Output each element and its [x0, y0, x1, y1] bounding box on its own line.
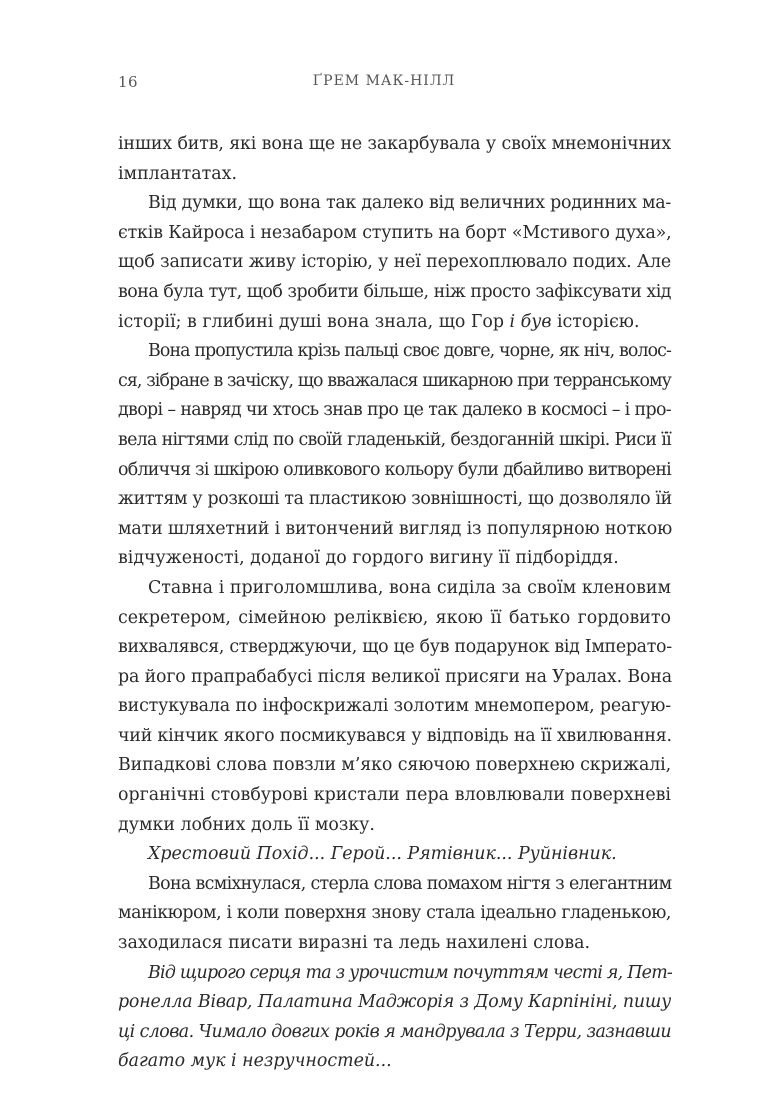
text-line: Вона всміхнулася, стерла слова помахом нігтя з елегантним — [148, 873, 672, 894]
text-line: Хрестовий Похід... Герой... Рятівник... Руйнівник. — [148, 844, 617, 865]
text-line: ра його прапрабабусі після великої присяги на Уралах. Вона — [118, 666, 672, 687]
text-line: дворі – навряд чи хтось знав про це так далеко в космосі – і про- — [118, 400, 671, 421]
text-line: обличчя зі шкірою оливкового кольору були дбайливо витворені — [118, 459, 671, 480]
text-segment: історією. — [551, 311, 640, 332]
text-line: мати шляхетний і витончений вигляд із популярною ноткою — [118, 518, 673, 539]
text-line: секретером, сімейною реліквією, якою її батько гордовито — [118, 607, 671, 628]
text-line — [118, 308, 671, 338]
text-line: заходилася писати виразні та ледь нахилені слова. — [118, 933, 591, 954]
text-line: думки лобних доль її мозку. — [118, 814, 375, 835]
page-number: 16 — [118, 73, 139, 91]
text-line: вистукувала по інфоскрижалі золотим мнемопером, реагую- — [118, 696, 671, 717]
text-segment: історії; в глибині душі вона знала, що Гор — [118, 311, 510, 332]
body-text — [118, 130, 671, 1077]
text-line: вела нігтями слід по своїй гладенькій, бездоганній шкірі. Риси її — [118, 429, 671, 450]
text-line: щоб записати живу історію, у неї перехоплювало подих. Але — [118, 252, 671, 273]
text-line: ронелла Вівар, Палатина Маджорія з Дому Карпініні, пишу — [118, 992, 671, 1013]
text-line: інших битв, які вона ще не закарбувала у своїх мнемонічних — [118, 134, 671, 154]
text-line: чий кінчик якого посмикувався у відповідь на її хвилювання. — [118, 725, 672, 746]
text-line: єтків Кайроса і незабаром ступить на борт «Мстивого духа», — [118, 222, 672, 243]
text-line: Від щирого серця та з урочистим почуттям честі я, Пет- — [148, 962, 673, 983]
text-line: Ставна і приголомшлива, вона сиділа за своїм кленовим — [148, 577, 671, 598]
text-line: багато мук і незручностей... — [118, 1051, 392, 1072]
text-line: Випадкові слова повзли м’яко сяючою поверхнею скрижалі, — [118, 755, 672, 776]
text-line: вона була тут, щоб зробити більше, ніж просто зафіксувати хід — [118, 281, 671, 302]
text-line: ся, зібране в зачіску, що вважалася шикарною при терранському — [118, 370, 671, 391]
text-line: органічні стовбурові кристали пера вловлювали поверхневі — [118, 785, 671, 806]
text-line: відчуженості, доданої до гордого вигину її підборіддя. — [118, 548, 619, 569]
text-line: ці слова. Чимало довгих років я мандрувала з Терри, зазнавши — [118, 1021, 672, 1042]
text-line: Вона пропустила крізь пальці своє довге, чорне, як ніч, волос- — [148, 341, 671, 362]
running-head-author: ҐРЕМ МАК-НІЛЛ — [312, 73, 456, 89]
text-line: імплантатах. — [118, 163, 238, 184]
text-line: Від думки, що вона так далеко від величних родинних ма- — [148, 193, 671, 214]
text-line: життям у розкоші та пластикою зовнішності, що дозволяло їй — [118, 489, 672, 510]
text-line: манікюром, і коли поверхня знову стала ідеально гладенькою, — [118, 903, 671, 924]
emphasis-text: і був — [509, 311, 552, 332]
text-line: вихвалявся, стверджуючи, що це був подарунок від Імперато- — [118, 637, 672, 658]
